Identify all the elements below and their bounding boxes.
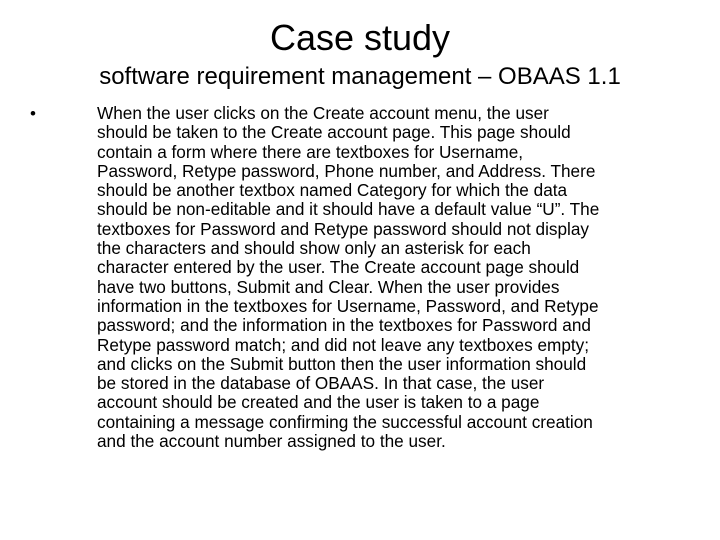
bullet-text-line: should be another textbox named Category for which the data bbox=[97, 180, 568, 201]
bullet-text-line: should be non-editable and it should have a default value “U”. The bbox=[97, 199, 600, 220]
bullet-text-line: Retype password match; and did not leave any textboxes empty; bbox=[97, 334, 590, 355]
bullet-text-line: textboxes for Password and Retype password should not display bbox=[97, 218, 590, 239]
bullet-text-line: password; and the information in the textboxes for Password and bbox=[97, 315, 591, 336]
bullet-text-line: should be taken to the Create account page. This page should bbox=[97, 122, 571, 143]
bullet-text-line: character entered by the user. The Create account page should bbox=[97, 257, 580, 278]
bullet-text bbox=[97, 104, 697, 451]
bullet-text-line: containing a message confirming the successful account creation bbox=[97, 411, 593, 432]
bullet-text-line: contain a form where there are textboxes for Username, bbox=[97, 141, 524, 162]
bullet-text-line: and clicks on the Submit button then the user information should bbox=[97, 353, 587, 374]
slide-subtitle: software requirement management – OBAAS 1.1 bbox=[99, 63, 621, 90]
bullet-text-line: and the account number assigned to the user. bbox=[97, 431, 446, 452]
bullet-marker: • bbox=[30, 104, 36, 123]
bullet-text-line: be stored in the database of OBAAS. In that case, the user bbox=[97, 373, 545, 394]
bullet-text-line: account should be created and the user is taken to a page bbox=[97, 392, 540, 413]
bullet-text-line: information in the textboxes for Username, Password, and Retype bbox=[97, 295, 599, 316]
bullet-text-line: When the user clicks on the Create account menu, the user bbox=[97, 103, 549, 123]
bullet-text-line: the characters and should show only an asterisk for each bbox=[97, 238, 531, 259]
bullet-text-line: have two buttons, Submit and Clear. When the user provides bbox=[97, 276, 560, 297]
bullet-text-line: Password, Retype password, Phone number, and Address. There bbox=[97, 160, 596, 181]
slide-title: Case study bbox=[269, 17, 451, 58]
